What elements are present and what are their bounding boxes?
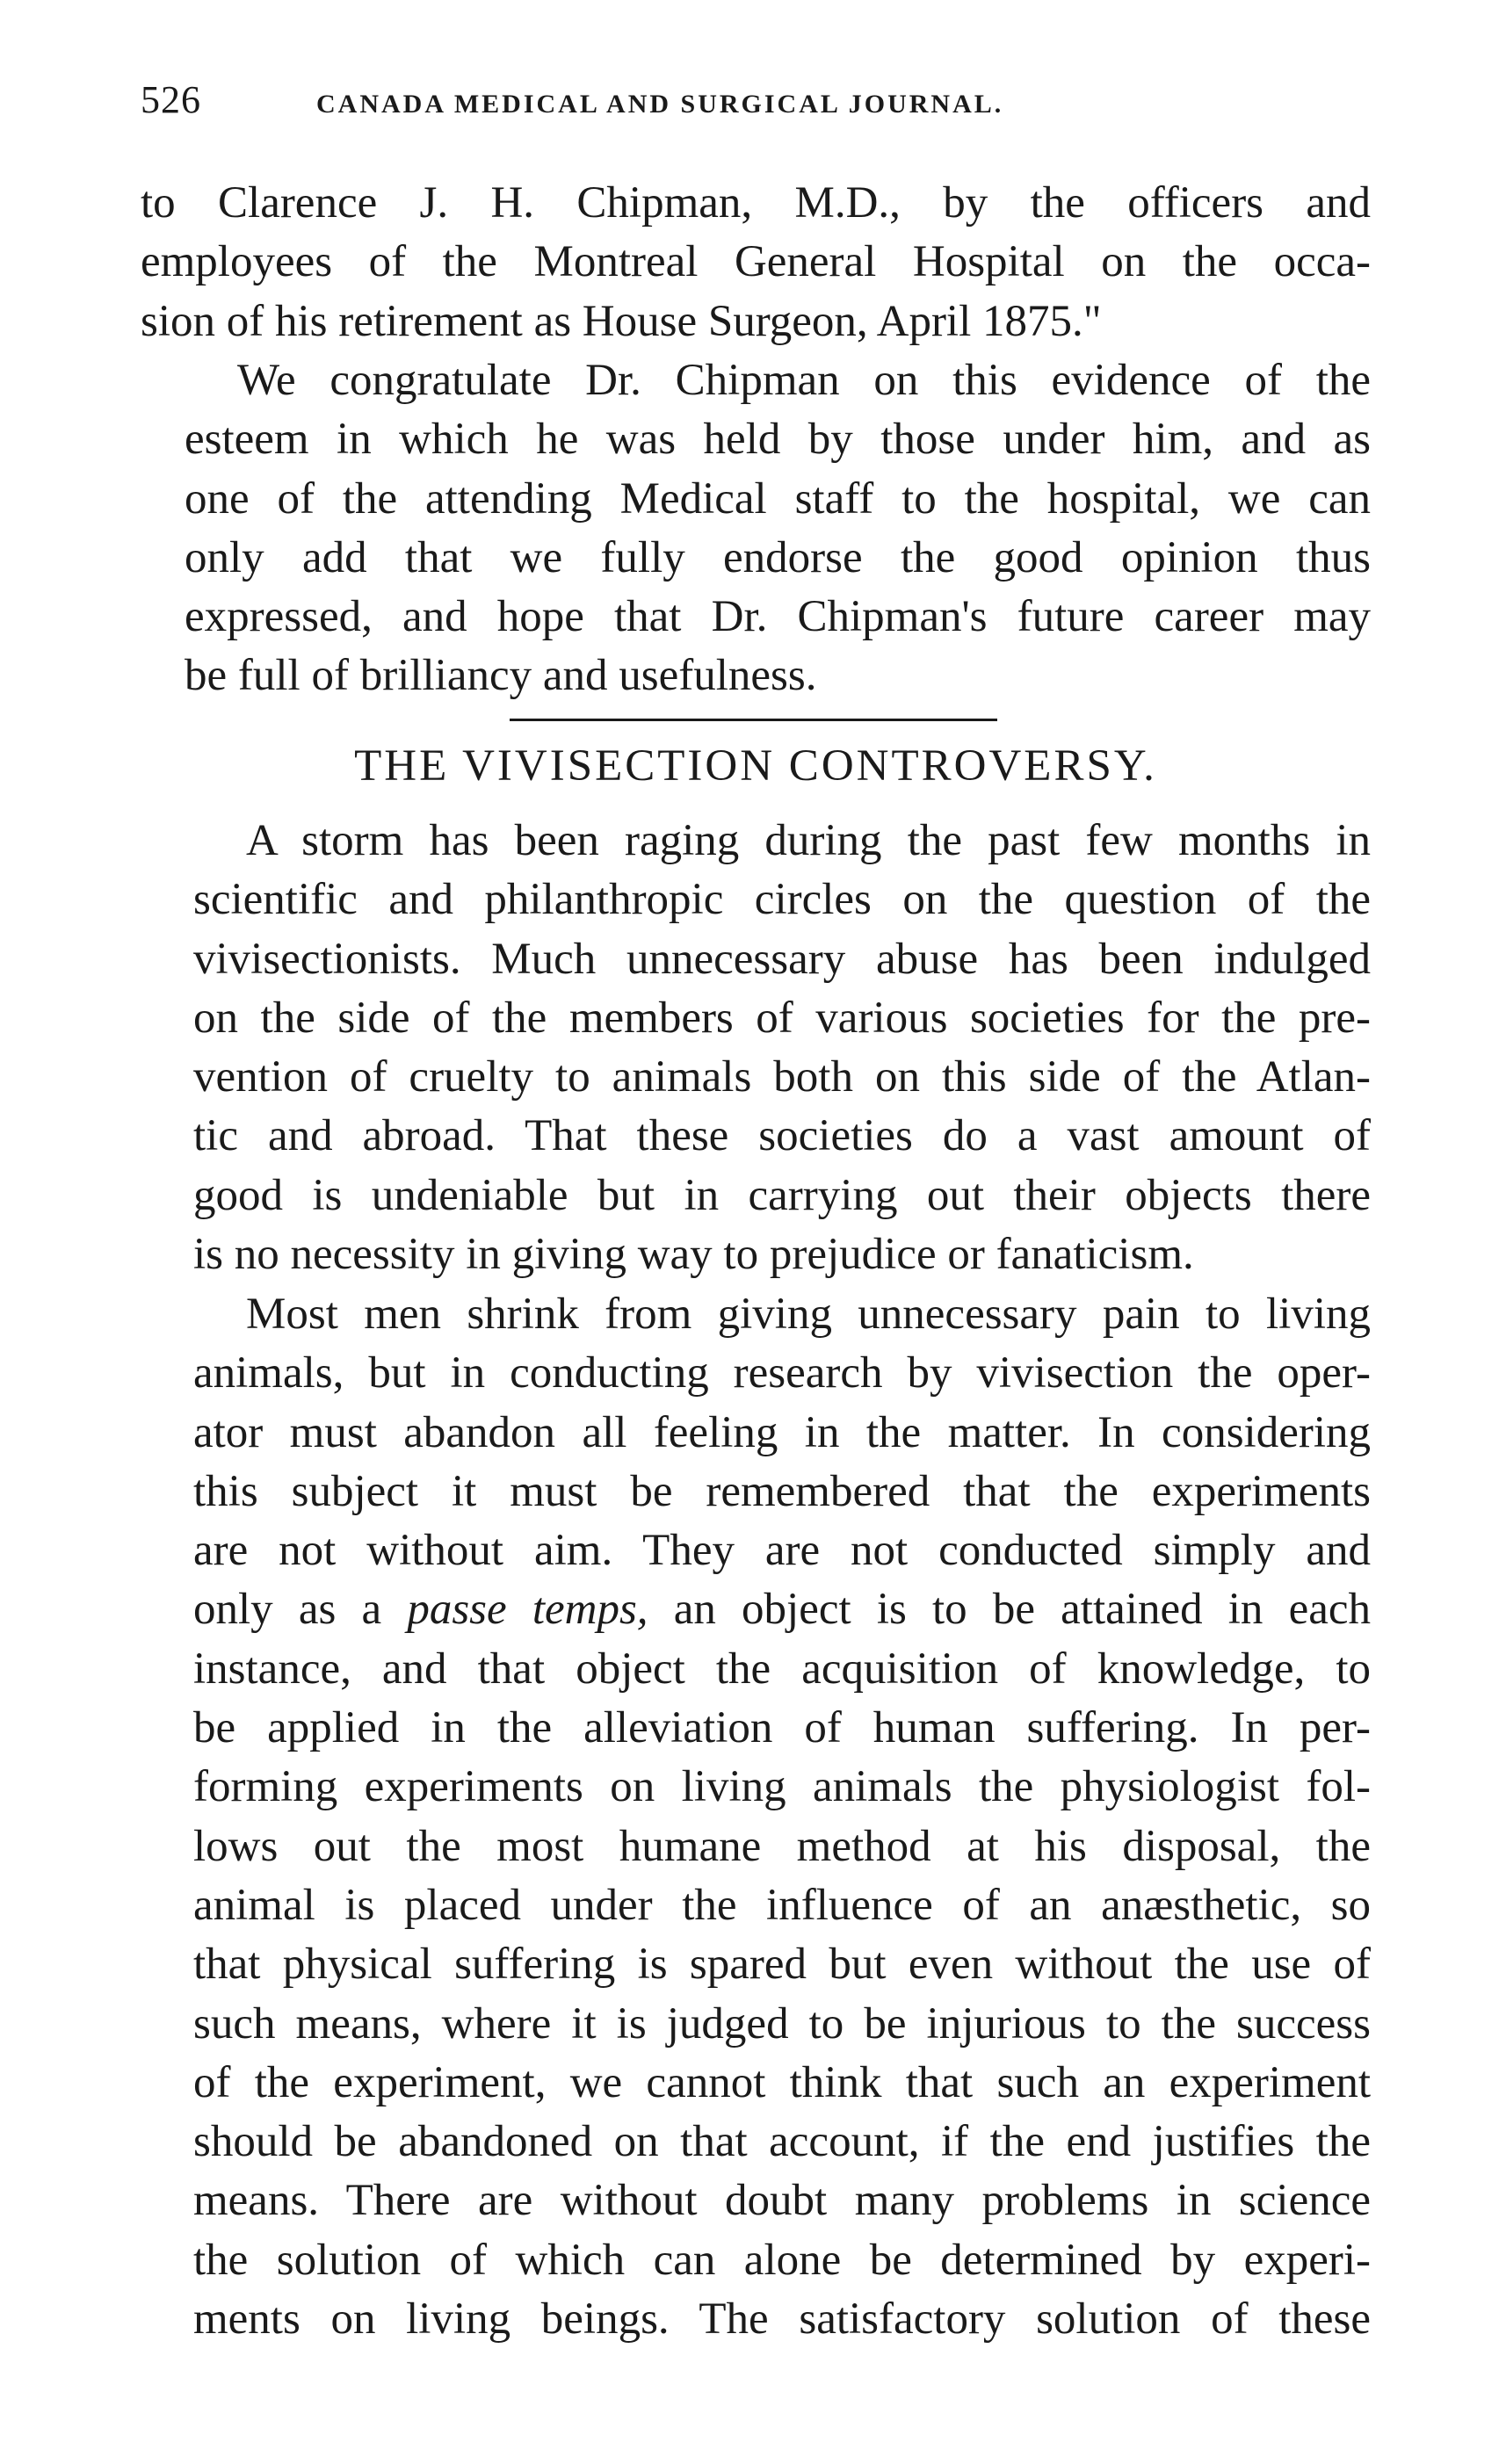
text-line: esteem in which he was held by those under him, and as [185,415,1371,465]
text-line: such means, where it is judged to be injurious to the success [193,1998,1371,2049]
text-line-with-italic [141,1580,1371,1639]
text-line: We congratulate Dr. Chipman on this evidence of the [237,356,1371,405]
text-line: vention of cruelty to animals both on this side of the Atlan- [193,1052,1371,1102]
running-head [141,77,1371,130]
text-line: Most men shrink from giving unnecessary pain to living [246,1290,1371,1339]
text-line: only add that we fully endorse the good opinion thus [185,532,1371,582]
text-line: forming experiments on living animals the physiologist fol- [193,1762,1371,1812]
page-number: 526 [141,78,201,121]
text-line: instance, and that object the acquisition of knowledge, to [193,1644,1371,1694]
text-line: good is undeniable but in carrying out their objects there [193,1170,1371,1220]
text-line: of the experiment, we cannot think that such an experiment [193,2057,1371,2107]
text-line: on the side of the members of various societies for the pre- [193,993,1371,1043]
text-line: that physical suffering is spared but even without the use of [193,1940,1371,1990]
text-line: are not without aim. They are not conducted simply and [193,1526,1371,1576]
paragraph-presentation-inscription [141,174,1371,351]
text-fragment: an object is to be attained in each [673,1585,1371,1635]
text-line: to Clarence J. H. Chipman, M.D., by the officers and [141,178,1371,228]
text-line: vivisectionists. Much unnecessary abuse has been indulged [193,934,1371,984]
text-line: should be abandoned on that account, if the end justifies the [193,2117,1371,2167]
text-line: ator must abandon all feeling in the matter. In considering [193,1407,1371,1457]
text-line: ments on living beings. The satisfactory solution of these [193,2294,1371,2345]
journal-title: CANADA MEDICAL AND SURGICAL JOURNAL. [316,90,1004,119]
text-line: employees of the Montreal General Hospital on the occa- [141,237,1371,287]
paragraph-shrink-from-pain [141,1285,1371,2349]
text-line: expressed, and hope that Dr. Chipman's future career may [185,592,1371,642]
text-line: tic and abroad. That these societies do a vast amount of [193,1111,1371,1161]
text-line: lows out the most humane method at his disposal, the [193,1821,1371,1871]
italic-phrase: passe temps, [407,1585,648,1635]
text-line: sion of his retirement as House Surgeon, April 1875." [141,296,1102,346]
text-line: scientific and philanthropic circles on the question of the [193,875,1371,925]
text-line: animals, but in conducting research by vivisection the oper- [193,1348,1371,1398]
text-line: be full of brilliancy and usefulness. [185,651,817,701]
section-divider-rule [510,719,997,721]
text-line: A storm has been raging during the past few months in [246,816,1371,865]
paragraph-storm [141,812,1371,1284]
text-fragment: only as a [193,1585,382,1635]
text-line: this subject it must be remembered that the experiments [193,1466,1371,1516]
section-heading: THE VIVISECTION CONTROVERSY. [354,741,1157,791]
text-line: the solution of which can alone be determined by experi- [193,2235,1371,2285]
text-line: animal is placed under the influence of an anæsthetic, so [193,1880,1371,1930]
text-line: one of the attending Medical staff to the hospital, we can [185,473,1371,524]
text-line: is no necessity in giving way to prejudice or fanaticism. [193,1230,1194,1280]
text-line: means. There are without doubt many problems in science [193,2176,1371,2226]
text-line: be applied in the alleviation of human suffering. In per- [193,1703,1371,1753]
paragraph-congratulations [141,351,1371,706]
